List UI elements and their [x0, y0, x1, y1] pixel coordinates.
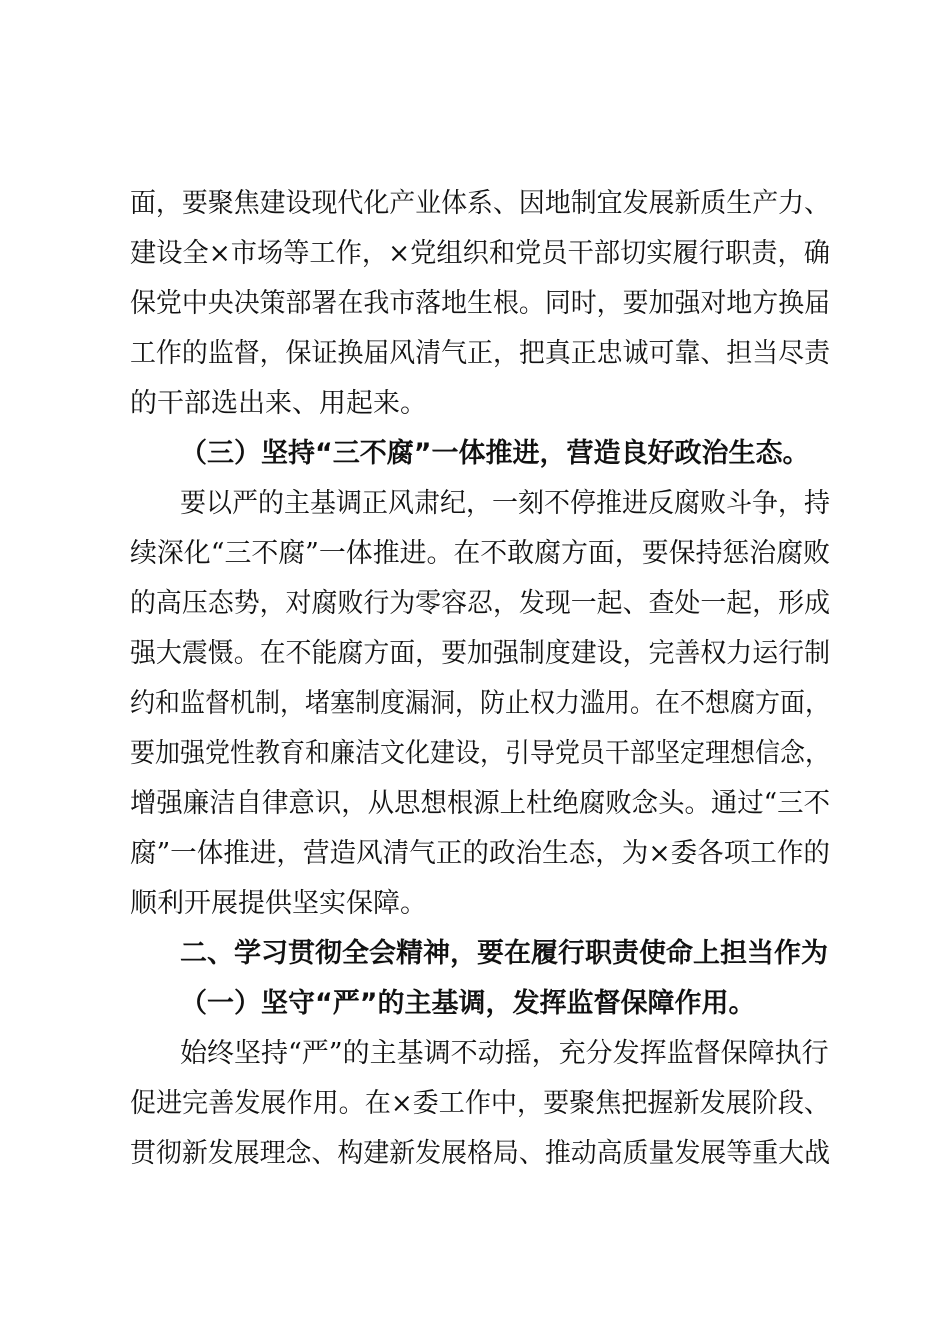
- body-text: 续深化“三不腐”一体推进。在不敢腐方面，要保持惩治腐败: [130, 538, 830, 569]
- section-heading: [0, 979, 950, 1029]
- body-line: [0, 329, 950, 379]
- body-text: 的干部选出来、用起来。: [130, 388, 427, 419]
- body-line: [0, 479, 950, 529]
- body-line: [0, 179, 950, 229]
- body-text: 要以严的主基调正风肃纪，一刻不停推进反腐败斗争，持: [180, 488, 830, 519]
- body-line: [0, 529, 950, 579]
- body-text: 强大震慑。在不能腐方面，要加强制度建设，完善权力运行制: [130, 638, 830, 669]
- body-text: 工作的监督，保证换届风清气正，把真正忠诚可靠、担当尽责: [130, 338, 830, 369]
- body-line: [0, 679, 950, 729]
- body-text: 要加强党性教育和廉洁文化建设，引导党员干部坚定理想信念，: [130, 738, 830, 769]
- body-text: 的高压态势，对腐败行为零容忍，发现一起、查处一起，形成: [130, 588, 830, 619]
- body-line: [0, 629, 950, 679]
- heading-text: （三）坚持“三不腐”一体推进，营造良好政治生态。: [180, 438, 810, 469]
- body-text: 增强廉洁自律意识，从思想根源上杜绝腐败念头。通过“三不: [130, 788, 830, 819]
- section-heading: [0, 429, 950, 479]
- chapter-heading: [0, 929, 950, 979]
- body-line: [0, 1029, 950, 1079]
- body-line: [0, 829, 950, 879]
- body-line: [0, 229, 950, 279]
- body-text: 贯彻新发展理念、构建新发展格局、推动高质量发展等重大战: [130, 1138, 830, 1169]
- body-text: 腐”一体推进，营造风清气正的政治生态，为×委各项工作的: [130, 838, 830, 869]
- body-line: [0, 779, 950, 829]
- body-text: 顺利开展提供坚实保障。: [130, 888, 427, 919]
- body-line: [0, 1129, 950, 1179]
- body-text: 保党中央决策部署在我市落地生根。同时，要加强对地方换届: [130, 288, 830, 319]
- heading-text: 二、学习贯彻全会精神，要在履行职责使命上担当作为: [180, 938, 828, 969]
- body-line: [0, 579, 950, 629]
- body-line: [0, 379, 950, 429]
- body-line: [0, 279, 950, 329]
- body-line: [0, 1079, 950, 1129]
- body-line: [0, 729, 950, 779]
- body-text: 建设全×市场等工作，×党组织和党员干部切实履行职责，确: [130, 238, 830, 269]
- heading-text: （一）坚守“严”的主基调，发挥监督保障作用。: [180, 988, 756, 1019]
- body-text: 面，要聚焦建设现代化产业体系、因地制宜发展新质生产力、: [130, 188, 830, 219]
- body-text: 始终坚持“严”的主基调不动摇，充分发挥监督保障执行: [180, 1038, 829, 1069]
- body-text: 约和监督机制，堵塞制度漏洞，防止权力滥用。在不想腐方面，: [130, 688, 830, 719]
- body-line: [0, 879, 950, 929]
- body-text: 促进完善发展作用。在×委工作中，要聚焦把握新发展阶段、: [130, 1088, 830, 1119]
